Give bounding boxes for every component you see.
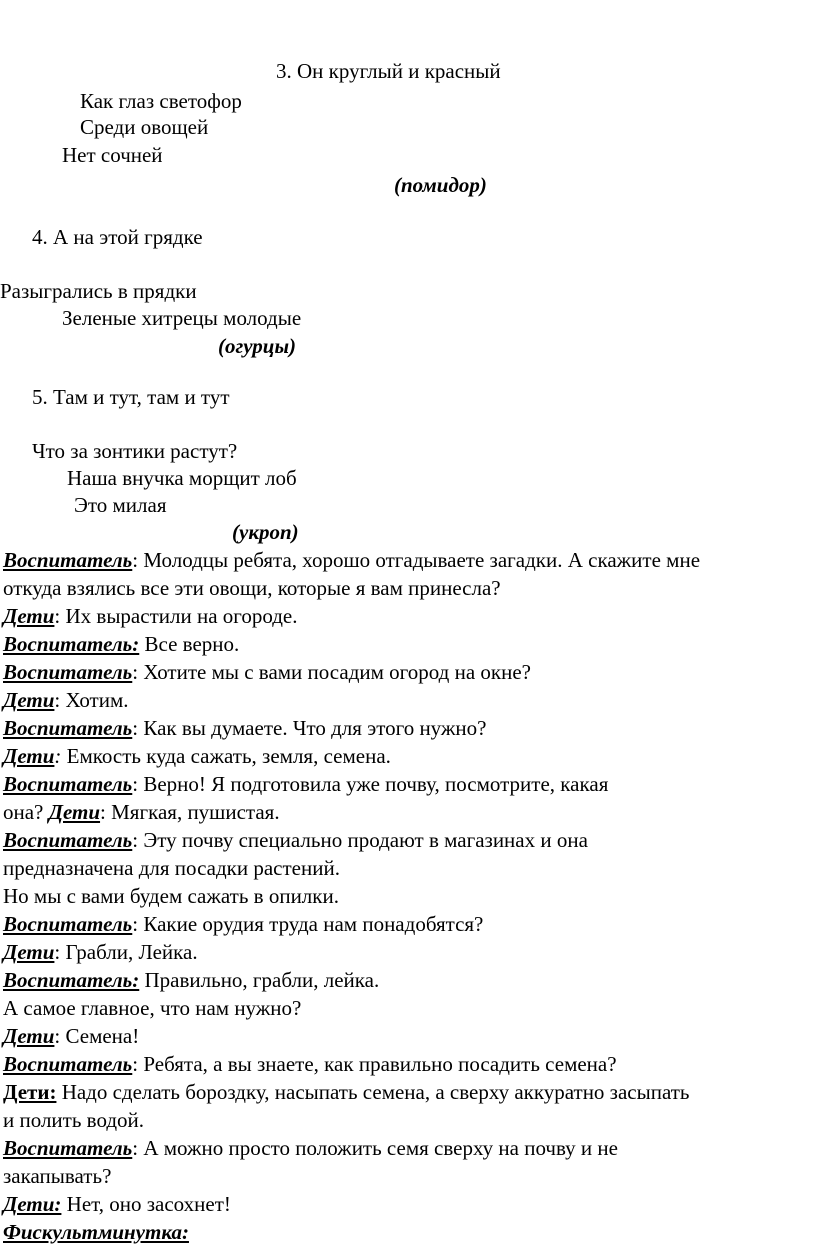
riddle-4-line-1: 4. А на этой грядке — [32, 225, 203, 249]
speaker-teacher: Воспитатель — [3, 548, 133, 572]
speaker-children: Дети: — [3, 1080, 57, 1104]
dialogue-line: Воспитатель: Хотите мы с вами посадим огород на окне? — [3, 660, 531, 684]
speaker-teacher: Воспитатель: — [3, 632, 140, 656]
riddle-5-line-2: Что за зонтики растут? — [32, 439, 238, 463]
riddle-5-answer: (укроп) — [232, 520, 299, 544]
speaker-teacher: Воспитатель — [3, 1136, 133, 1160]
speaker-teacher: Воспитатель — [3, 828, 133, 852]
dialogue-line: Дети: Хотим. — [3, 688, 129, 712]
dialogue-line: предназначена для посадки растений. — [3, 856, 340, 880]
dialogue-line: Воспитатель: Все верно. — [3, 632, 240, 656]
speaker-teacher: Воспитатель — [3, 912, 133, 936]
dialogue-line: Дети: Емкость куда сажать, земля, семена. — [3, 744, 391, 768]
speaker-teacher: Воспитатель: — [3, 968, 140, 992]
dialogue-line: Воспитатель: Какие орудия труда нам понадобятся? — [3, 912, 484, 936]
speaker-children: Дети — [3, 744, 55, 768]
dialogue-line: Воспитатель: Верно! Я подготовила уже почву, посмотрите, какая — [3, 772, 609, 796]
dialogue-line: Воспитатель: Ребята, а вы знаете, как правильно посадить семена? — [3, 1052, 617, 1076]
speaker-children: Дети — [3, 688, 55, 712]
dialogue-line: Воспитатель: Эту почву специально продают в магазинах и она — [3, 828, 588, 852]
speaker-teacher: Воспитатель — [3, 1052, 133, 1076]
riddle-4-line-3: Зеленые хитрецы молодые — [62, 306, 302, 330]
dialogue-line: Дети: Грабли, Лейка. — [3, 940, 198, 964]
dialogue-line: А самое главное, что нам нужно? — [3, 996, 302, 1020]
speaker-children: Дети — [3, 604, 55, 628]
dialogue-line: Но мы с вами будем сажать в опилки. — [3, 884, 339, 908]
section-heading-fizkultminutka: Фискультминутка: — [3, 1220, 189, 1244]
riddle-4-line-2: Разыгрались в прядки — [0, 279, 197, 303]
riddle-4-answer: (огурцы) — [218, 334, 297, 358]
riddle-3-line-2: Как глаз светофор — [80, 89, 242, 113]
riddle-3-line-4: Нет сочней — [62, 143, 163, 167]
speaker-teacher: Воспитатель — [3, 716, 133, 740]
speaker-children: Дети — [3, 1024, 55, 1048]
riddle-5-line-1: 5. Там и тут, там и тут — [32, 385, 230, 409]
dialogue-line: Воспитатель: Как вы думаете. Что для этого нужно? — [3, 716, 487, 740]
dialogue-line: закапывать? — [3, 1164, 112, 1188]
dialogue-line: и полить водой. — [3, 1108, 145, 1132]
riddle-3-line-3: Среди овощей — [80, 115, 209, 139]
riddle-3-answer: (помидор) — [394, 173, 487, 197]
riddle-5-line-3: Наша внучка морщит лоб — [67, 466, 297, 490]
speaker-teacher: Воспитатель — [3, 660, 133, 684]
speaker-children: Дети — [3, 940, 55, 964]
riddle-3-line-1: 3. Он круглый и красный — [276, 59, 501, 83]
dialogue-line: Воспитатель: Молодцы ребята, хорошо отгадываете загадки. А скажите мне — [3, 548, 701, 572]
speaker-children: Дети: — [3, 1192, 62, 1216]
dialogue-line: Дети: Семена! — [3, 1024, 140, 1048]
dialogue-line: Дети: Их вырастили на огороде. — [3, 604, 298, 628]
dialogue-line: Дети: Нет, оно засохнет! — [3, 1192, 231, 1216]
speaker-children: Дети — [48, 800, 101, 824]
dialogue-line: Воспитатель: А можно просто положить семя сверху на почву и не — [3, 1136, 618, 1160]
speaker-teacher: Воспитатель — [3, 772, 133, 796]
dialogue-line: Воспитатель: Правильно, грабли, лейка. — [3, 968, 380, 992]
riddle-5-line-4: Это милая — [74, 493, 167, 517]
dialogue-line: Дети: Надо сделать бороздку, насыпать семена, а сверху аккуратно засыпать — [3, 1080, 690, 1104]
dialogue-line: откуда взялись все эти овощи, которые я вам принесла? — [3, 576, 501, 600]
dialogue-line: она? Дети: Мягкая, пушистая. — [3, 800, 280, 824]
